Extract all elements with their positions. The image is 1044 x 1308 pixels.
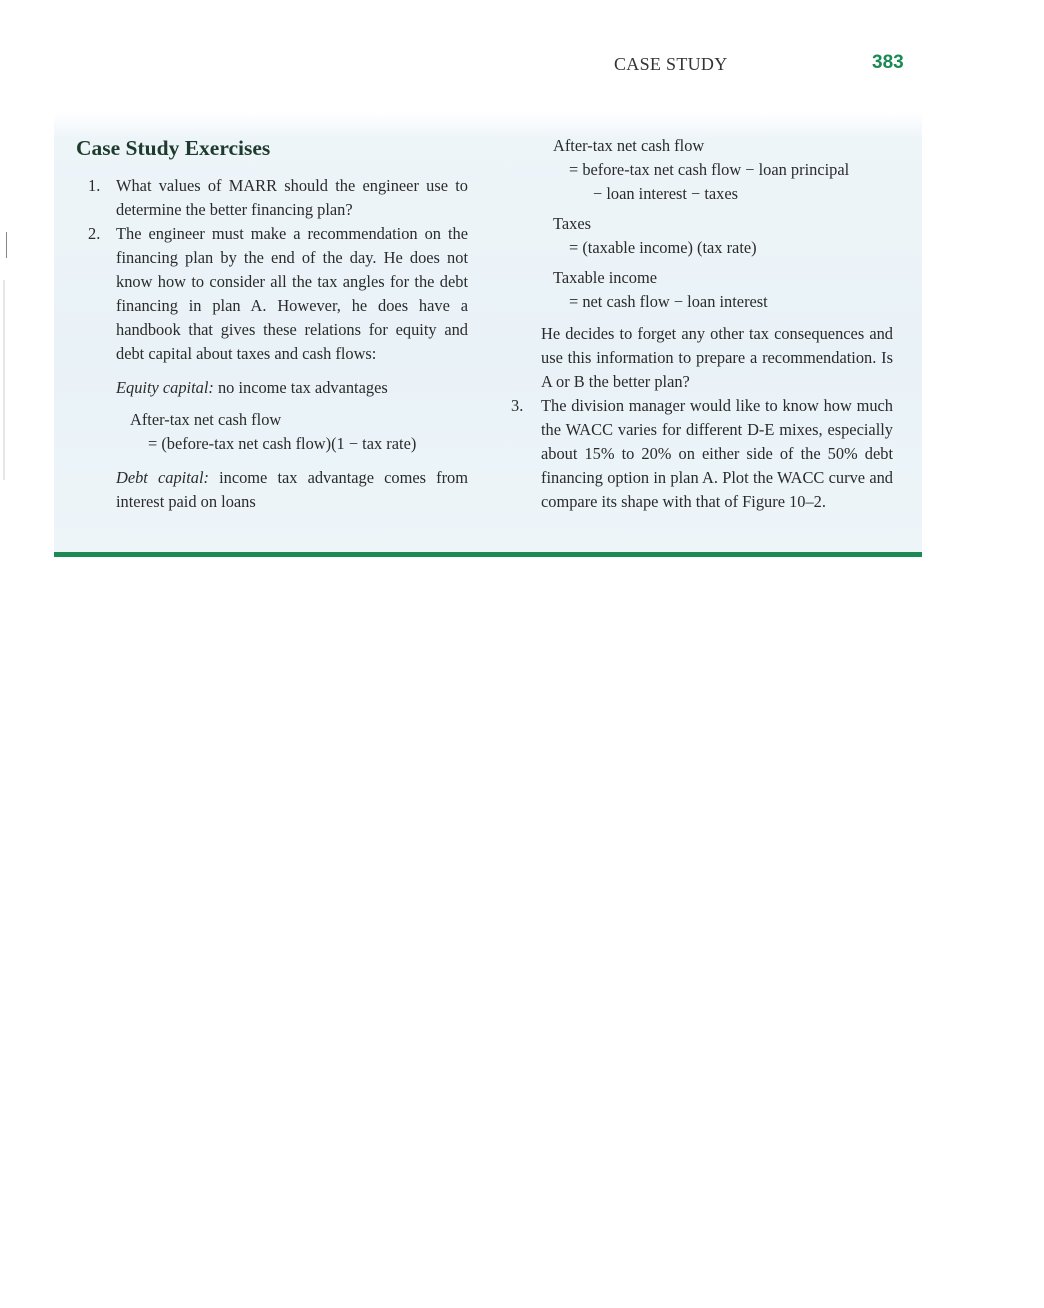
exercise-item: [76, 174, 468, 222]
equity-heading: [76, 376, 468, 400]
formula-line: − loan interest − taxes: [593, 184, 739, 203]
running-head: CASE STUDY: [614, 54, 728, 74]
exercise-text: The engineer must make a recommendation on the financing plan by the end of the day. He does not know how to consider all the tax angles for the debt financing in plan A. However, he does have a handbook that gives these relations for equity and debt capital about taxes and cash flows:: [116, 224, 468, 363]
scan-artifact: [6, 232, 7, 258]
debt-heading: [76, 466, 468, 514]
exercise-item: [76, 222, 468, 366]
exercise-text: What values of MARR should the engineer use to determine the better financing plan?: [116, 176, 468, 219]
debt-label: Debt capital:: [116, 468, 209, 487]
formula-line: = net cash flow − loan interest: [569, 292, 768, 311]
exercise-number: 2.: [88, 224, 101, 243]
exercise-number: 3.: [511, 396, 524, 415]
debt-desc: income tax advantage comes from interest paid on loans: [116, 468, 468, 511]
formula-label: After-tax net cash flow: [553, 136, 705, 155]
formula-line: = (before-tax net cash flow)(1 − tax rate): [148, 434, 417, 453]
scan-artifact: [3, 280, 5, 480]
exercise-number: 1.: [88, 176, 101, 195]
section-title: Case Study Exercises: [76, 136, 271, 160]
panel-bottom-rule: [54, 552, 922, 557]
taxes-formula: [541, 212, 893, 260]
left-column: [76, 134, 468, 514]
equity-label: Equity capital:: [116, 378, 214, 397]
formula-line: = before-tax net cash flow − loan principal: [569, 160, 850, 179]
atcf-formula: [541, 134, 893, 206]
formula-label: Taxable income: [553, 268, 657, 287]
formula-label: Taxes: [553, 214, 591, 233]
decision-paragraph: He decides to forget any other tax consequences and use this information to prepare a recommendation. Is A or B the better plan?: [541, 324, 893, 391]
page-number: 383: [872, 52, 904, 73]
formula-line: After-tax net cash flow: [130, 410, 282, 429]
taxable-income-formula: [541, 266, 893, 314]
right-column: [511, 134, 893, 514]
formula-line: = (taxable income) (tax rate): [569, 238, 757, 257]
equity-formula: [76, 408, 468, 456]
equity-desc: no income tax advantages: [213, 378, 388, 397]
exercise-item: [511, 394, 893, 514]
exercise-text: The division manager would like to know how much the WACC varies for different D-E mixes, especially about 15% to 20% on either side of the 50% debt financing option in plan A. Plot the WACC curve and compare its shape with that of Figure 10–2.: [541, 396, 893, 511]
